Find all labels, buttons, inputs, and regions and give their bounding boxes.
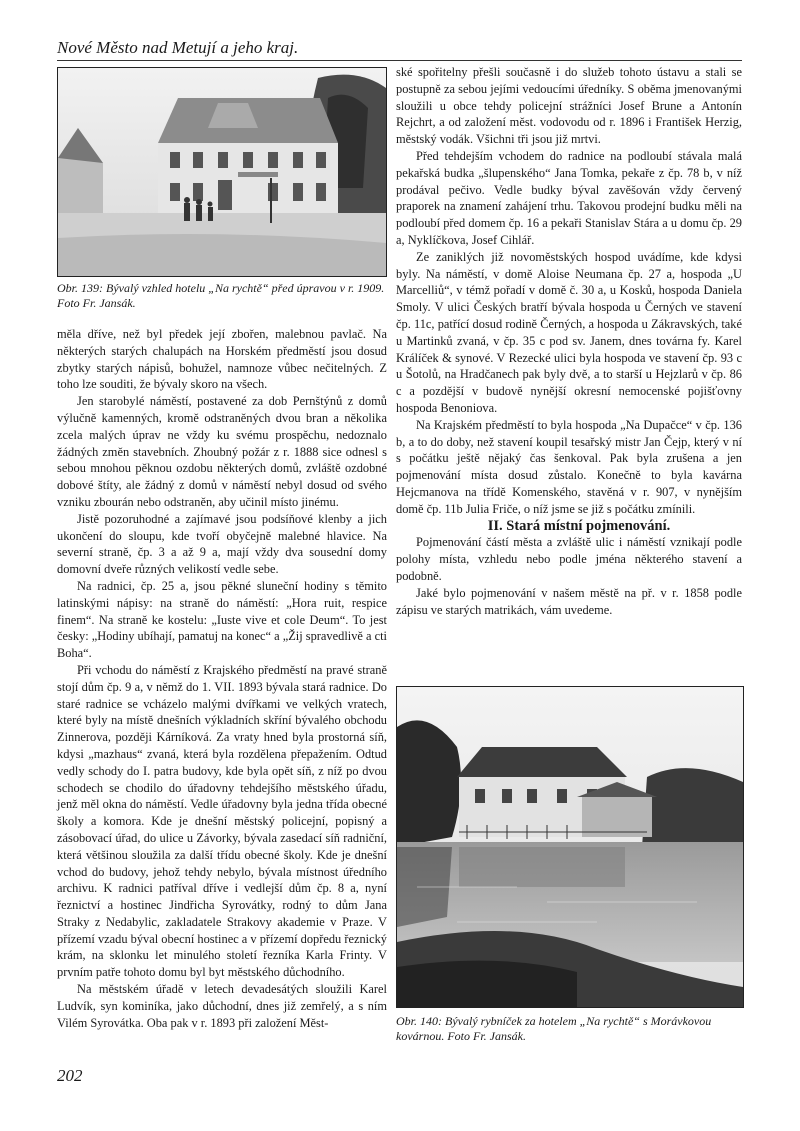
paragraph: Pojmenování částí města a zvláště ulic i náměstí vznikají podle polohy místa, vzhledu nebo podle jména některého stavení a podobně. [396,535,742,583]
page-number: 202 [57,1066,83,1085]
paragraph: Ze zaniklých již novoměstských hospod uvádíme, kde kdysi byly. Na náměstí, v domě Aloise Neumana čp. 27 a, hospoda „U Marcelliů“, v témž pořadí v domě č. 30 a, u Kosků, hospoda Daniela Smoly. V ulici Českých bratří bývala hospoda u Černých ve stavení čp. 11c, patřící dosud rodině Černých, a hospoda u Zákravských, také u Martinků zvaná, v čp. 35 c pod sv. Janem, dnes továrna fy. Karel Králíček & synové. V Rezecké ulici byla hospoda ve stavení čp. 93 c u Šotolů, na Hradčanech pak byly dvě, a to starší u Hejzlarů v čp. 86 c a pozdější v budově nynější okresní nemocenské pojišťovny hospoda Benoniova. [396,249,742,415]
paragraph: měla dříve, než byl předek její zbořen, malebnou pavlač. Na některých starých chalupách na Horském předměstí jsou dosud zbytky starých nápisů, bohužel, namnoze vůbec nečitelných. Z toho lze souditi, že bývaly skoro na všech. [57,327,387,392]
photo-caption-139: Obr. 139: Bývalý vzhled hotelu „Na rychtě“ před úpravou v r. 1909. Foto Fr. Jansák. [57,281,385,310]
header-rule [57,60,742,61]
paragraph: Na Krajském předměstí to byla hospoda „Na Dupačce“ v čp. 136 b, a to do doby, než stavení koupil tesařský mistr Jan Čejp, který v ní s počátku ještě nějaký čas šenkoval. Pak byla zrušena a jen pojmenování místa dosud zůstalo. Konečně to byla kavárna Hejcmanova na třídě Komenského, stavěná v r. 907, v nynějším domě čp. 11b Julia Friče, o níž jsme se již s počátku zmínili. [396,417,742,516]
right-text-column [396,64,742,618]
running-header: Nové Město nad Metují a jeho kraj. [57,38,299,57]
photo-caption-140: Obr. 140: Bývalý rybníček za hotelem „Na rychtě“ s Morávkovou kovárnou. Foto Fr. Jansák. [396,1014,712,1043]
paragraph: Jaké bylo pojmenování v našem městě na př. v r. 1858 podle zápisu ve starých matrikách, vám uvedeme. [396,585,742,617]
paragraph: Jistě pozoruhodné a zajímavé jsou podsíňové klenby a jich ukončení do sloupu, kde tvoří obyčejně malebné hlavice. Na severní straně, čp. 3 a až 9 a, mají vždy dva sousední domy domovní dveře různých velikostí vedle sebe. [57,511,387,577]
pond-photo [396,686,744,1008]
paragraph: Při vchodu do náměstí z Krajského předměstí na pravé straně stojí dům čp. 9 a, v němž do 1. VII. 1893 bývala stará radnice. Do staré radnice se vcházelo malými dvířkami ve velkých vratech, které byly na místě dnešních výkladních skříní bývalého obchodu Zinnerova, později Kárníková. Za vraty hned byla prostorná síň, kdysi „mazhaus“ zvaná, která byla rozdělena přepažením. Odtud vedly schody do I. patra budovy, kde byla opět síň, z níž po dvou schodech se chodilo do úřadovny tehdejšího městského úřadu, jenž měl okna do náměstí. Vedle úřadovny byla jedna třída obecné školy a komora. Kde je dnešní městský policejní, popisný a zásobovací úřad, do ulice u Závorky, bývala zasedací síň radniční, která většinou sloužila za další třídu obecné školy. Kde je dnešní vchod do budovy, jehož tehdy nebylo, bývala místnost úředního archivu. K radnici patříval dříve i vedlejší dům čp. 8 a, nyní řeznictví a hostinec Jindřicha Syrovátky, rodný to dům Jana Straky z Nedabylic, zakladatele Strakovy akademie v Praze. V přízemí vzadu býval obecní hostinec a v přízemí dopředu řeznický krám, na sklonku let minulého století řezníka Karla Frinty. V prvním patře tohoto domu byl byt městského důchodního. [57,662,387,980]
section-heading: II. Stará místní pojmenování. [487,517,671,534]
paragraph: Jen starobylé náměstí, postavené za dob Pernštýnů z domů výlučně kamenných, kromě odstraněných dvou bran a několika zcela malých úprav ne vždy ku svému prospěchu, nedoznalo žádných změn stavebních. Zhoubný požár z r. 1888 sice odnesl s sebou mnohou pěknou ozdobu některých domů, zvláště ozdobné dobové štíty, ale žádný z domů v náměstí nebyl dosud od svého vzniku zbourán nebo odstraněn, aby učinil místo jinému. [57,394,387,509]
paragraph: Před tehdejším vchodem do radnice na podloubí stávala malá pekařská budka „šlupenského“ Jana Tomka, pekaře z čp. 78 b, v níž prodával pečivo. Vedle budky býval zavěšován vždy červený praporek na znamení zahájení trhu. Takovou prodejní budku měli na podloubí před domem čp. 16 a pekaři Stanislav Stára a u domu čp. 29 a, Nyklíčkova, Josef Cihlář. [396,148,742,247]
left-text-column [57,326,387,1031]
paragraph: ské spořitelny přešli současně i do služeb tohoto ústavu a stali se postupně za sebou jejími vedoucími úředníky. S oběma jmenovanými sloužili u obce tehdy policejní strážníci Josef Brune a Antonín Rejchrt, a od založení měst. vodovodu od r. 1896 i František Herzig, městský vodák. Všichni tři jsou již mrtvi. [396,65,742,147]
hotel-photo [57,67,387,277]
paragraph: Na městském úřadě v letech devadesátých sloužili Karel Ludvík, syn kominíka, jako důchodní, dnes již zemřelý, a s ním Vilém Syrovátka. Oba pak v r. 1893 při založení Měst- [57,982,387,1030]
paragraph: Na radnici, čp. 25 a, jsou pěkné sluneční hodiny s těmito latinskými nápisy: na straně do náměstí: „Hora ruit, respice finem“. Na straně ke kostelu: „Iuste vive et cole Deum“. To jest česky: „Hodiny ubíhají, pamatuj na konec“ a „Žij spravedlivě a cti Boha“. [57,578,387,661]
